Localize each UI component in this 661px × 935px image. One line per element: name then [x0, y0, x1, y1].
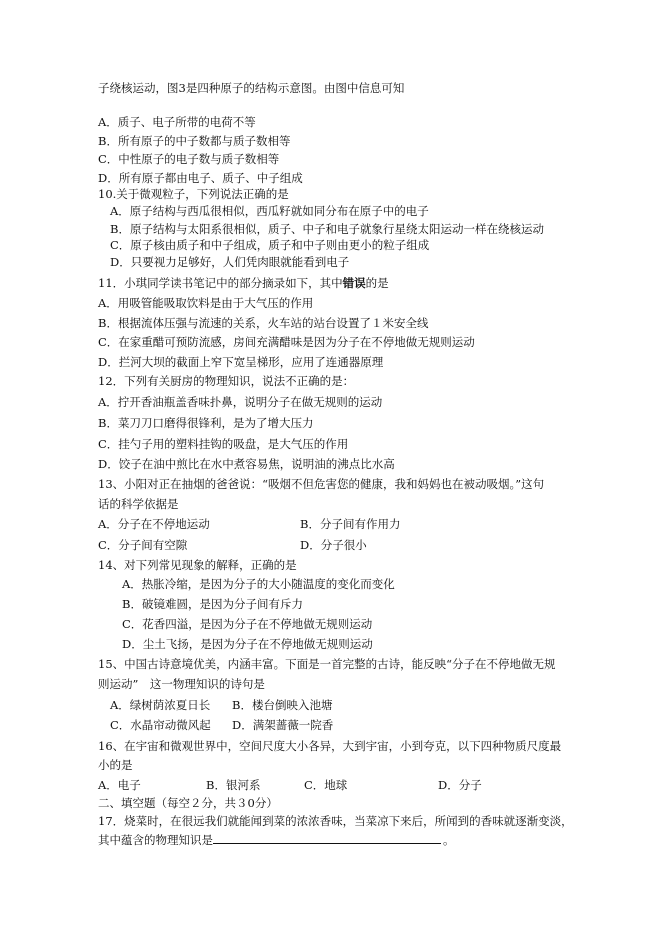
- q17-answer-blank[interactable]: [213, 832, 441, 844]
- q16-option-a: A．电子: [98, 778, 141, 792]
- q12-option-d: D．饺子在油中煎比在水中煮容易焦，说明油的沸点比水高: [98, 457, 395, 471]
- q17-line1: 17．烧菜时，在很远我们就能闻到菜的浓浓香味，当菜凉下来后，所闻到的香味就逐渐变淡，: [98, 814, 573, 828]
- q11-stem-start: 11．小琪同学读书笔记中的部分摘录如下，其中: [98, 276, 343, 290]
- q14-option-b: B．破镜难圆，是因为分子间有斥力: [122, 597, 303, 611]
- q13-stem-line1: 13、小阳对正在抽烟的爸爸说：“吸烟不但危害您的健康，我和妈妈也在被动吸烟。”这句: [98, 477, 545, 491]
- q11-option-a: A．用吸管能吸取饮料是由于大气压的作用: [98, 296, 314, 310]
- q9-option-c: C．中性原子的电子数与质子数相等: [98, 152, 280, 166]
- q12-option-b: B．菜刀刀口磨得很锋利，是为了增大压力: [98, 416, 314, 430]
- q14-option-a: A．热胀冷缩，是因为分子的大小随温度的变化而变化: [122, 577, 395, 591]
- q10-stem: 10.关于微观粒子，下列说法正确的是: [98, 187, 289, 201]
- q10-option-c: C．原子核由质子和中子组成，质子和中子则由更小的粒子组成: [110, 238, 430, 252]
- q9-option-b: B．所有原子的中子数都与质子数相等: [98, 134, 291, 148]
- q10-option-b: B．原子结构与太阳系很相似，质子、中子和电子就象行星绕太阳运动一样在绕核运动: [110, 222, 544, 236]
- q14-stem: 14、对下列常见现象的解释，正确的是: [98, 558, 297, 572]
- q9-option-a: A．质子、电子所带的电荷不等: [98, 115, 256, 129]
- q9-option-d: D．所有原子都由电子、质子、中子组成: [98, 171, 303, 185]
- q11-option-c: C．在家重醋可预防流感，房间充满醋味是因为分子在不停地做无规则运动: [98, 335, 475, 349]
- q17-line2-suffix: 。: [443, 833, 455, 847]
- q16-stem-line1: 16、在宇宙和微观世界中，空间尺度大小各异，大到宇宙，小到夸克，以下四种物质尺度最: [98, 739, 562, 753]
- q11-option-d: D．拦河大坝的截面上窄下宽呈梯形，应用了连通器原理: [98, 355, 384, 369]
- q16-option-d: D．分子: [438, 778, 482, 792]
- q13-stem-line2: 话的科学依据是: [98, 497, 179, 511]
- q13-option-b: B．分子间有作用力: [300, 517, 401, 531]
- q16-option-b: B．银河系: [206, 778, 261, 792]
- q11-stem: [98, 276, 389, 290]
- q15-option-c: C．水晶帘动微风起: [110, 718, 211, 732]
- q17-line2-prefix: 其中蕴含的物理知识是: [98, 833, 213, 847]
- q10-option-d: D．只要视力足够好，人们凭肉眼就能看到电子: [110, 255, 350, 269]
- q10-option-a: A．原子结构与西瓜很相似，西瓜籽就如同分布在原子中的电子: [110, 204, 429, 218]
- q13-option-a: A．分子在不停地运动: [98, 517, 210, 531]
- q16-option-c: C．地球: [304, 778, 348, 792]
- q15-stem-line1: 15、中国古诗意境优美，内涵丰富。下面是一首完整的古诗，能反映“分子在不停地做无规: [98, 657, 556, 671]
- q15-option-d: D．满架蔷薇一院香: [232, 718, 334, 732]
- q11-stem-emphasis: 错误: [342, 276, 366, 290]
- q15-stem-line2: 则运动” 这一物理知识的诗句是: [98, 677, 265, 691]
- intro-line: 子绕核运动，图3是四种原子的结构示意图。由图中信息可知: [98, 81, 405, 95]
- q14-option-c: C．花香四溢，是因为分子在不停地做无规则运动: [122, 617, 373, 631]
- q14-option-d: D．尘土飞扬，是因为分子在不停地做无规则运动: [122, 637, 373, 651]
- q16-stem-line2: 小的是: [98, 758, 133, 772]
- q12-option-a: A．拧开香油瓶盖香味扑鼻，说明分子在做无规则的运动: [98, 395, 383, 409]
- q13-option-d: D．分子很小: [300, 538, 367, 552]
- q15-option-b: B．楼台倒映入池塘: [232, 698, 333, 712]
- q17-line2: [98, 832, 455, 847]
- q12-stem: 12．下列有关厨房的物理知识，说法不正确的是：: [98, 374, 355, 388]
- section-fill-in-heading: 二、填空题（每空２分，共３0分）: [98, 796, 278, 810]
- q13-option-c: C．分子间有空隙: [98, 538, 188, 552]
- q12-option-c: C．挂勺子用的塑料挂钩的吸盘，是大气压的作用: [98, 437, 349, 451]
- q11-stem-end: 的是: [365, 276, 389, 290]
- q11-option-b: B．根据流体压强与流速的关系，火车站的站台设置了１米安全线: [98, 316, 429, 330]
- q15-option-a: A．绿树荫浓夏日长: [110, 698, 211, 712]
